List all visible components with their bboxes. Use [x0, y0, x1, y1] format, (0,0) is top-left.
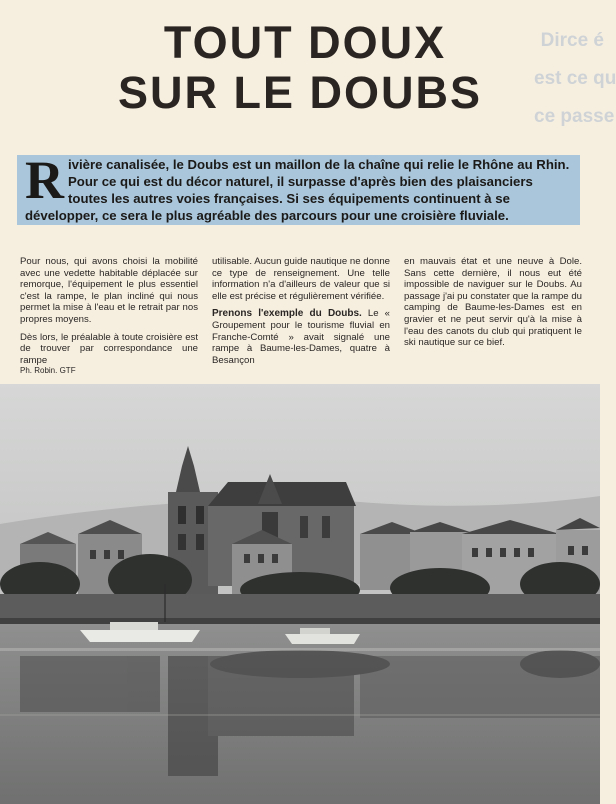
- town-river-photo: [0, 384, 600, 804]
- body-columns: [20, 256, 582, 372]
- photo-illustration: [0, 384, 600, 804]
- paragraph: [212, 308, 390, 366]
- paragraph: Pour nous, qui avons choisi la mobilité avec une vedette habitable déplacée sur remorque, l'équipement le plus essentiel c'est la rampe, le plan incliné qui nous permet la mise à l'eau et le retrait par nos propres moyens.: [20, 256, 198, 325]
- body-column-1: [20, 256, 198, 372]
- article-title: [0, 18, 600, 118]
- title-line-2: SUR LE DOUBS: [117, 67, 483, 118]
- title-line-1: TOUT DOUX: [163, 17, 447, 68]
- paragraph: utilisable. Aucun guide nautique ne donne ce type de renseignement. Une telle information n'a d'ailleurs de valeur que si elle est précise et régulièrement vérifiée.: [212, 256, 390, 302]
- subheading: Prenons l'exemple du Doubs.: [212, 308, 362, 320]
- body-column-3: [404, 256, 582, 372]
- ghost-line: ce passe: [534, 106, 615, 127]
- paragraph-text: Le « Groupement pour le tourisme fluvial en Franche-Comté » avait signalé une rampe à Baume-les-Dames, quatre à Besançon: [212, 308, 390, 366]
- lead-paragraph: [17, 150, 580, 225]
- photo-credit: Ph. Robin. GTF: [20, 366, 76, 375]
- ghost-line: Dirce é: [540, 30, 604, 51]
- drop-cap: R: [25, 150, 64, 210]
- lead-text: ivière canalisée, le Doubs est un maillon de la chaîne qui relie le Rhône au Rhin. Pour ce qui est du décor naturel, il surpasse d'après bien des plaisanciers toutes les autres voies françaises. Si ses équipements continuent à se développer, ce sera le plus agréable des parcours pour une croisière fluviale.: [25, 157, 570, 223]
- ghost-line: est ce qu: [534, 68, 616, 89]
- paragraph: en mauvais état et une neuve à Dole. Sans cette dernière, il nous eut été impossible de naviguer sur le Doubs. Au passage j'ai pu constater que la rampe du camping de Baume-les-Dames est en gravier et ne peut servir qu'à la mise à l'eau des canots du club qui pratiquent le ski nautique sur ce bief.: [404, 256, 582, 349]
- body-column-2: [212, 256, 390, 372]
- paragraph: Dès lors, le préalable à toute croisière est de trouver par correspondance une rampe: [20, 331, 198, 366]
